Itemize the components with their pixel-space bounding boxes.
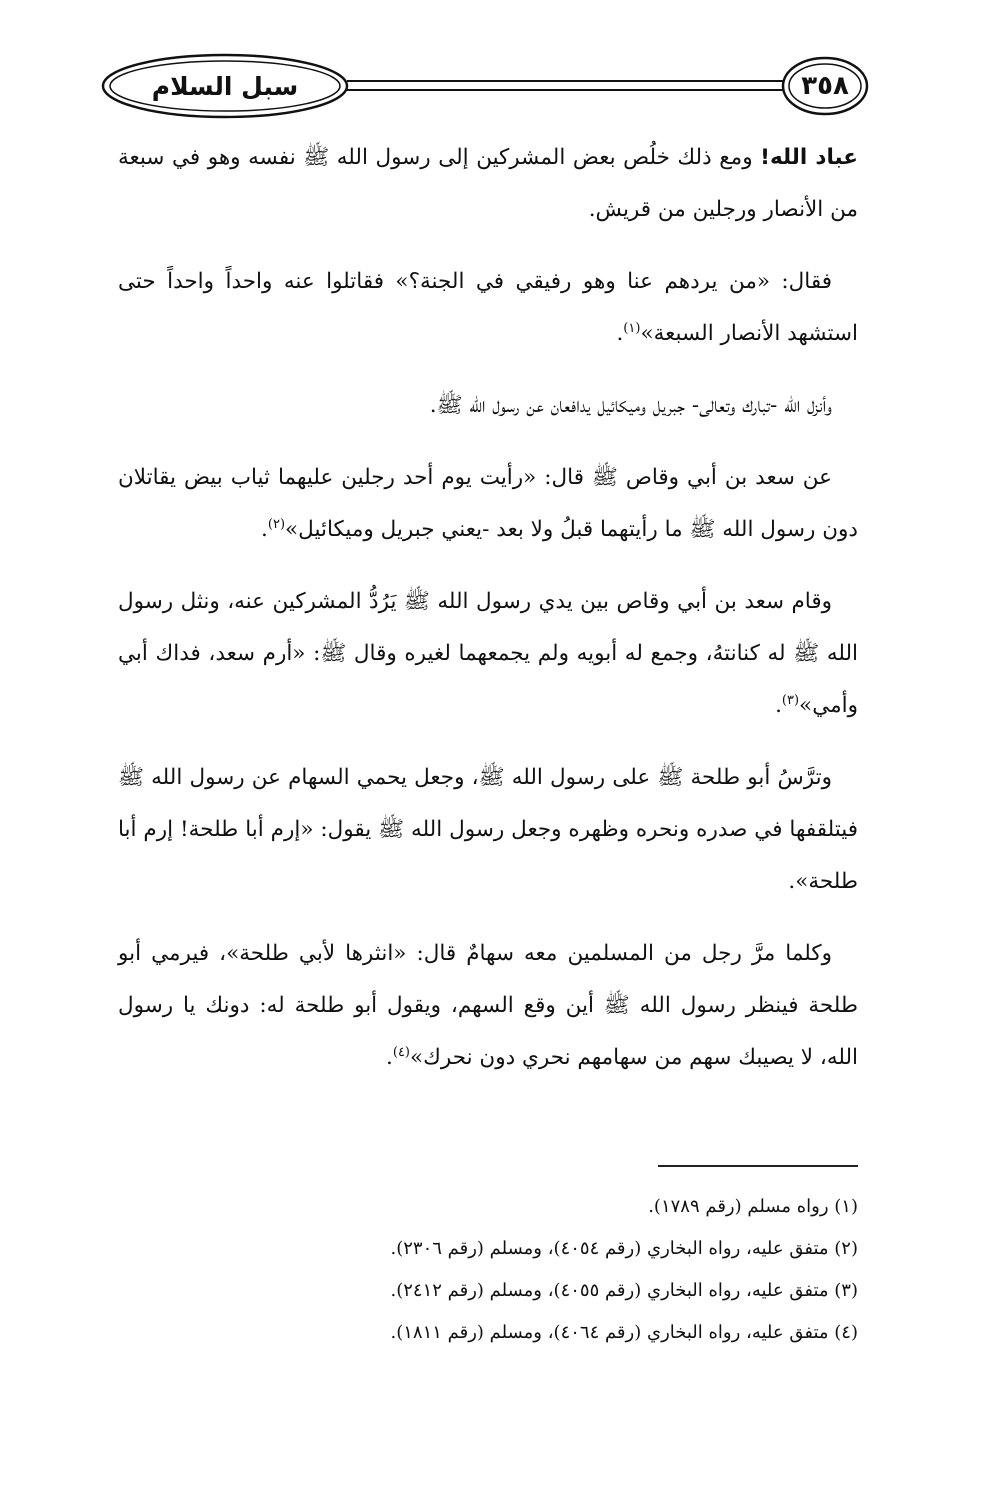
- footnote: (٢) متفق عليه، رواه البخاري (رقم ٤٠٥٤)، ومسلم (رقم ٢٣٠٦).: [390, 1238, 858, 1259]
- page-header: [100, 52, 870, 120]
- footnote-ref: (٣): [781, 692, 800, 708]
- paragraph: [118, 928, 858, 1084]
- paragraph: [118, 576, 858, 732]
- footnotes: [118, 1186, 858, 1354]
- paragraph-text: وترَّسُ أبو طلحة ﷺ على رسول الله ﷺ، وجعل يحمي السهام عن رسول الله ﷺ فيتلقفها في صدره ونحره وظهره وجعل رسول الله ﷺ يقول: «إرم أبا طلحة! إرم أبا طلحة».: [118, 765, 858, 894]
- paragraph: [118, 380, 858, 432]
- paragraph-text: فقال: «من يردهم عنا وهو رفيقي في الجنة؟» فقاتلوا عنه واحداً واحداً حتى استشهد الأنصار السبعة»: [118, 269, 858, 346]
- paragraph-end: .: [386, 1045, 393, 1070]
- footnote: (٤) متفق عليه، رواه البخاري (رقم ٤٠٦٤)، ومسلم (رقم ١٨١١).: [390, 1322, 858, 1343]
- running-title: سبل السلام: [151, 71, 299, 101]
- paragraph-text: وكلما مرَّ رجل من المسلمين معه سهامٌ قال: «انثرها لأبي طلحة»، فيرمي أبو طلحة فينظر رسول الله ﷺ أين وقع السهم، ويقول أبو طلحة له: دونك يا رسول الله، لا يصيبك سهم من سهامهم نحري دون نحرك»: [118, 941, 858, 1070]
- paragraph-text: وأنزل الله -تبارك وتعالى- جبريل وميكائيل يدافعان عن رسول الله ﷺ.: [429, 393, 832, 418]
- footnote-ref: (٤): [392, 1044, 410, 1060]
- paragraph-text: وقام سعد بن أبي وقاص بين يدي رسول الله ﷺ يَرُدُّ المشركين عنه، ونثل رسول الله ﷺ له كنانتهُ، وجمع له أبويه ولم يجمعهما لغيره وقال ﷺ: «أرم سعد، فداك أبي وأمي»: [118, 589, 858, 718]
- paragraph: [118, 452, 858, 556]
- paragraph-text: عن سعد بن أبي وقاص ﷺ قال: «رأيت يوم أحد رجلين عليهما ثياب بيض يقاتلان دون رسول الله ﷺ ما رأيتهما قبلُ ولا بعد -يعني جبريل وميكائيل»: [118, 465, 858, 542]
- paragraph: [118, 752, 858, 908]
- paragraph: [118, 256, 858, 360]
- footnote-ref: (٢): [267, 516, 286, 532]
- paragraph-text: ومع ذلك خلُص بعض المشركين إلى رسول الله ﷺ نفسه وهو في سبعة من الأنصار ورجلين من قريش.: [118, 145, 858, 222]
- footnote: (٣) متفق عليه، رواه البخاري (رقم ٤٠٥٥)، ومسلم (رقم ٢٤١٢).: [390, 1280, 858, 1301]
- footnote: (١) رواه مسلم (رقم ١٧٨٩).: [648, 1196, 858, 1217]
- paragraph: [118, 132, 858, 236]
- paragraph-lead: عباد الله!: [760, 145, 858, 170]
- page-number: ٣٥٨: [801, 71, 849, 101]
- paragraph-end: .: [616, 321, 624, 346]
- main-text: [118, 132, 858, 1104]
- paragraph-end: .: [261, 517, 268, 542]
- paragraph-end: .: [775, 693, 782, 718]
- footnote-ref: (١): [623, 320, 641, 336]
- footnote-divider: [658, 1165, 858, 1167]
